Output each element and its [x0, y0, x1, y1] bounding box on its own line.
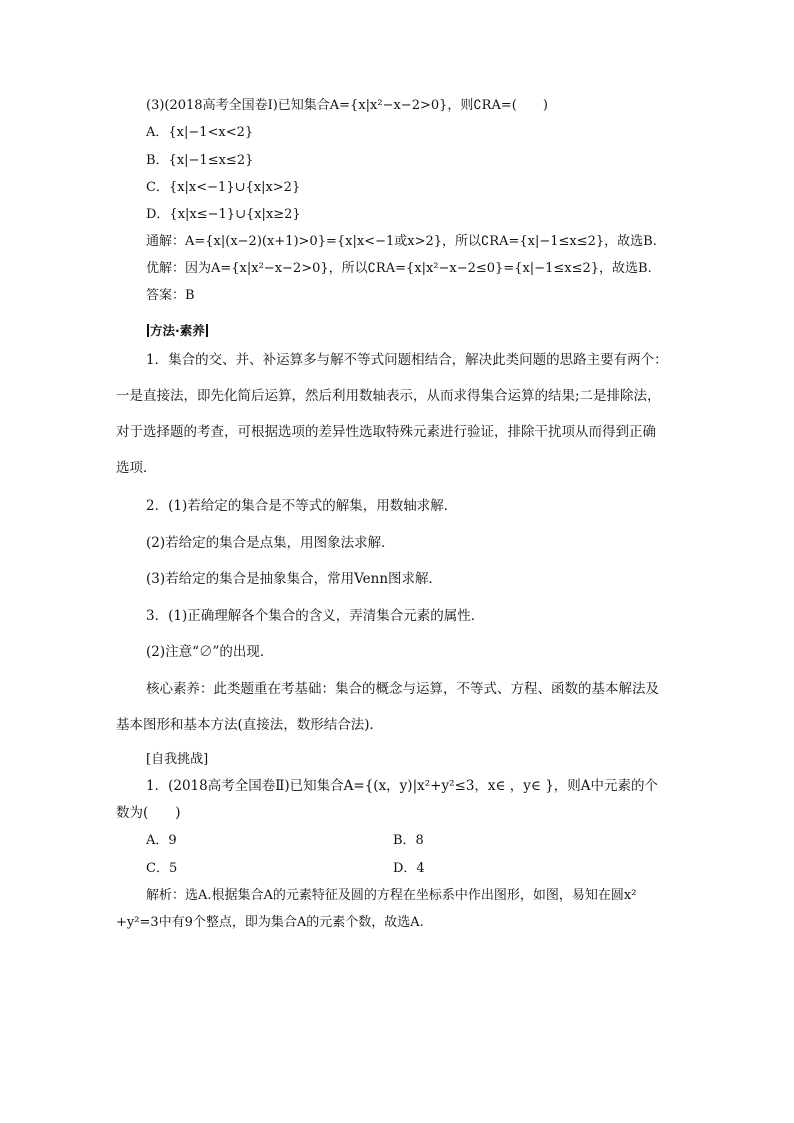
method-paragraph-1-line-4: 选项．: [116, 460, 157, 476]
question-3-stem: (3)(2018高考全国卷Ⅰ)已知集合A={x|x²−x−2>0}，则∁RA=( ): [146, 98, 548, 113]
method-paragraph-1-line-2: 一是直接法，即先化简后运算，然后利用数轴表示，从而求得集合运算的结果;二是排除法，: [116, 388, 661, 404]
challenge-heading: [自我挑战]: [146, 752, 209, 767]
option-a: A．{x|−1<x<2}: [146, 125, 254, 140]
challenge-q1-line-1: 1．(2018高考全国卷Ⅱ)已知集合A={(x，y)|x²+y²≤3，x∈ ，y∈ }，则A中元素的个: [146, 778, 659, 794]
method-point-2-3: (3)若给定的集合是抽象集合，常用Venn图求解．: [146, 571, 443, 587]
challenge-q1-line-2: 数为( ): [116, 805, 181, 821]
optimal-solution: 优解：因为A={x|x²−x−2>0}，所以∁RA={x|x²−x−2≤0}={x|−1≤x≤2}，故选B.: [146, 261, 652, 276]
option-b: B．{x|−1≤x≤2}: [146, 153, 254, 168]
general-solution: 通解：A={x|(x−2)(x+1)>0}={x|x<−1或x>2}，所以∁RA={x|−1≤x≤2}，故选B.: [146, 234, 657, 249]
analysis-line-2: +y²=3中有9个整点，即为集合A的元素个数，故选A.: [116, 915, 424, 930]
method-paragraph-1-line-3: 对于选择题的考查，可根据选项的差异性选取特殊元素进行验证，排除干扰项从而得到正确: [116, 424, 656, 440]
method-paragraph-1-line-1: 1．集合的交、并、补运算多与解不等式问题相结合，解决此类问题的思路主要有两个：: [146, 352, 668, 368]
challenge-option-a: A．9: [146, 833, 177, 848]
method-point-3-1: 3．(1)正确理解各个集合的含义，弄清集合元素的属性．: [146, 608, 485, 624]
heading-right-bar: [206, 324, 208, 337]
heading-left-bar: [147, 324, 149, 337]
challenge-option-d: D．4: [393, 861, 425, 876]
core-literacy-line-2: 基本图形和基本方法(直接法，数形结合法)．: [116, 717, 384, 733]
core-literacy-line-1: 核心素养：此类题重在考基础：集合的概念与运算，不等式、方程、函数的基本解法及: [146, 681, 659, 697]
method-heading: [146, 321, 209, 339]
analysis-line-1: 解析：选A.根据集合A的元素特征及圆的方程在坐标系中作出图形，如图，易知在圆x²: [146, 888, 637, 903]
method-point-2-1: 2．(1)若给定的集合是不等式的解集，用数轴求解．: [146, 498, 458, 514]
option-d: D．{x|x≤−1}∪{x|x≥2}: [146, 207, 301, 222]
method-point-2-2: (2)若给定的集合是点集，用图象法求解．: [146, 535, 395, 551]
method-heading-text: 方法·素养: [150, 323, 205, 338]
method-point-3-2: (2)注意“∅”的出现．: [146, 644, 274, 660]
answer: 答案：B: [146, 288, 195, 303]
challenge-option-c: C．5: [146, 861, 178, 876]
option-c: C．{x|x<−1}∪{x|x>2}: [146, 180, 301, 195]
challenge-option-b: B．8: [393, 833, 424, 848]
